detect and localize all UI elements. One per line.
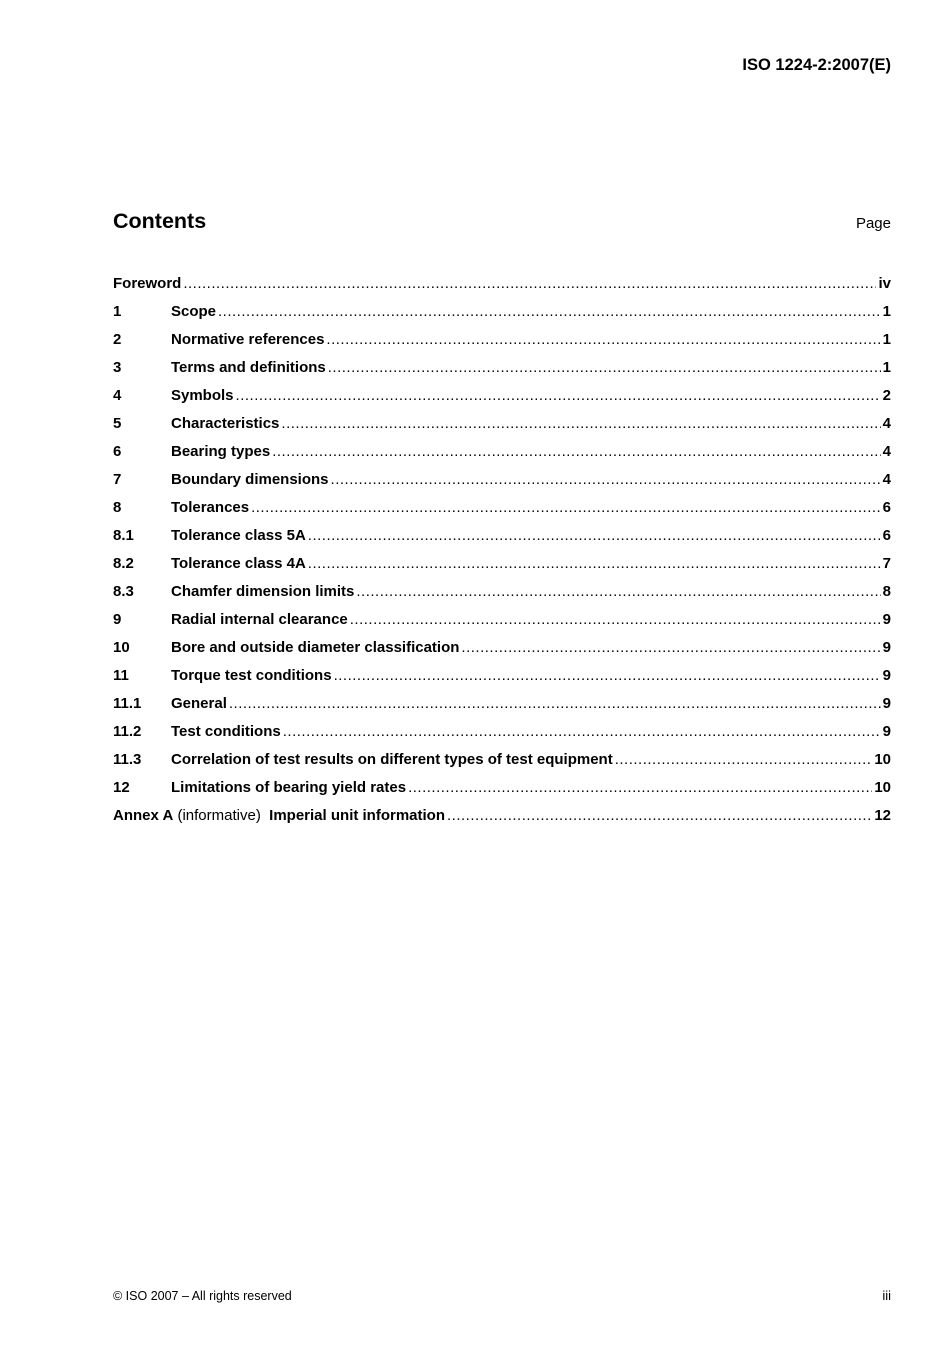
toc-entry-page: 1 bbox=[882, 330, 891, 348]
toc-entry-number: 10 bbox=[113, 638, 130, 656]
dot-leader bbox=[408, 779, 872, 796]
toc-entry-page: iv bbox=[878, 274, 891, 292]
toc-entry-number: 8.3 bbox=[113, 582, 134, 600]
toc-entry[interactable] bbox=[113, 717, 891, 745]
toc-entry[interactable] bbox=[113, 633, 891, 661]
toc-entry-label: Tolerance class 4A bbox=[171, 554, 306, 572]
toc-entry-number: 11.3 bbox=[113, 750, 142, 768]
dot-leader bbox=[283, 723, 881, 740]
toc-entry-number: 11.2 bbox=[113, 722, 142, 740]
toc-entry-number: 11.1 bbox=[113, 694, 142, 712]
toc-entry-label: Test conditions bbox=[171, 722, 281, 740]
toc-entry-label: Limitations of bearing yield rates bbox=[171, 778, 407, 796]
toc-entry[interactable] bbox=[113, 577, 891, 605]
toc-entry-page: 4 bbox=[882, 414, 891, 432]
toc-entry-page: 7 bbox=[882, 554, 891, 572]
page-column-label: Page bbox=[855, 215, 891, 232]
dot-leader bbox=[356, 583, 880, 600]
toc-entry-label: Bore and outside diameter classification bbox=[171, 638, 460, 656]
toc-entry-label: General bbox=[171, 694, 227, 712]
toc-entry-label: Bearing types bbox=[171, 442, 271, 460]
toc-entry[interactable] bbox=[113, 773, 891, 801]
toc-entry[interactable] bbox=[113, 297, 891, 325]
toc-entry[interactable] bbox=[113, 325, 891, 353]
toc-entry-page: 6 bbox=[882, 498, 891, 516]
toc-entry-number: 4 bbox=[113, 386, 122, 404]
annex-prefix: Annex A bbox=[113, 806, 174, 824]
document-id: ISO 1224-2:2007(E) bbox=[742, 56, 891, 74]
toc-entry-number: 8 bbox=[113, 498, 122, 516]
toc-entry-label: Boundary dimensions bbox=[171, 470, 329, 488]
toc-entry[interactable] bbox=[113, 353, 891, 381]
toc-entry-page: 6 bbox=[882, 526, 891, 544]
toc-entry-page: 12 bbox=[874, 806, 891, 824]
toc-entry-number: 9 bbox=[113, 610, 122, 628]
toc-entry[interactable] bbox=[113, 661, 891, 689]
toc-entry-annex-a[interactable] bbox=[113, 801, 891, 829]
toc-entry-page: 2 bbox=[882, 386, 891, 404]
page-title: Contents bbox=[113, 209, 207, 233]
toc-entry-page: 4 bbox=[882, 470, 891, 488]
dot-leader bbox=[447, 807, 872, 824]
toc-entry-page: 9 bbox=[882, 694, 891, 712]
dot-leader bbox=[331, 471, 881, 488]
toc-entry-number: 7 bbox=[113, 470, 122, 488]
toc-entry-number: 1 bbox=[113, 302, 122, 320]
dot-leader bbox=[281, 415, 880, 432]
toc-entry-label: Normative references bbox=[171, 330, 325, 348]
toc-entry-page: 9 bbox=[882, 610, 891, 628]
toc-entry-label: Terms and definitions bbox=[171, 358, 326, 376]
table-of-contents bbox=[113, 269, 891, 829]
dot-leader bbox=[308, 555, 881, 572]
toc-entry-label: Correlation of test results on different types of test equipment bbox=[171, 750, 613, 768]
toc-entry[interactable] bbox=[113, 549, 891, 577]
dot-leader bbox=[236, 387, 881, 404]
dot-leader bbox=[334, 667, 881, 684]
toc-entry-number: 11 bbox=[113, 666, 129, 684]
toc-entry-page: 10 bbox=[874, 778, 891, 796]
dot-leader bbox=[615, 751, 873, 768]
toc-entry-label: Foreword bbox=[113, 274, 182, 292]
toc-entry-page: 8 bbox=[882, 582, 891, 600]
dot-leader bbox=[326, 331, 880, 348]
toc-entry-number: 2 bbox=[113, 330, 122, 348]
toc-entry[interactable] bbox=[113, 465, 891, 493]
toc-entry-page: 9 bbox=[882, 722, 891, 740]
toc-entry-label: Tolerances bbox=[171, 498, 250, 516]
toc-entry-page: 9 bbox=[882, 666, 891, 684]
toc-entry-label: Radial internal clearance bbox=[171, 610, 348, 628]
dot-leader bbox=[183, 275, 876, 292]
dot-leader bbox=[350, 611, 881, 628]
toc-entry-label: Torque test conditions bbox=[171, 666, 332, 684]
toc-entry-page: 1 bbox=[882, 358, 891, 376]
dot-leader bbox=[272, 443, 880, 460]
toc-entry-number: 6 bbox=[113, 442, 122, 460]
dot-leader bbox=[328, 359, 881, 376]
toc-entry-label: Tolerance class 5A bbox=[171, 526, 306, 544]
toc-entry[interactable] bbox=[113, 381, 891, 409]
toc-entry[interactable] bbox=[113, 493, 891, 521]
dot-leader bbox=[308, 527, 881, 544]
toc-entry-page: 10 bbox=[874, 750, 891, 768]
toc-entry-label: Chamfer dimension limits bbox=[171, 582, 355, 600]
toc-entry-number: 8.2 bbox=[113, 554, 134, 572]
toc-entry-label: Characteristics bbox=[171, 414, 280, 432]
dot-leader bbox=[218, 303, 881, 320]
annex-note: (informative) bbox=[177, 806, 261, 824]
toc-entry[interactable] bbox=[113, 521, 891, 549]
toc-entry[interactable] bbox=[113, 409, 891, 437]
dot-leader bbox=[251, 499, 881, 516]
dot-leader bbox=[461, 639, 880, 656]
toc-entry[interactable] bbox=[113, 605, 891, 633]
toc-entry-number: 5 bbox=[113, 414, 122, 432]
toc-entry-number: 8.1 bbox=[113, 526, 134, 544]
toc-entry-page: 4 bbox=[882, 442, 891, 460]
toc-entry[interactable] bbox=[113, 689, 891, 717]
dot-leader bbox=[229, 695, 881, 712]
toc-entry[interactable] bbox=[113, 437, 891, 465]
toc-entry-label: Scope bbox=[171, 302, 217, 320]
toc-entry-page: 9 bbox=[882, 638, 891, 656]
toc-entry[interactable] bbox=[113, 745, 891, 773]
toc-entry-number: 3 bbox=[113, 358, 122, 376]
toc-entry-label: Imperial unit information bbox=[269, 806, 446, 824]
footer-page-number: iii bbox=[882, 1288, 891, 1303]
footer-copyright: © ISO 2007 – All rights reserved bbox=[113, 1289, 292, 1303]
toc-entry-foreword[interactable] bbox=[113, 269, 891, 297]
toc-entry-label: Symbols bbox=[171, 386, 234, 404]
toc-entry-number: 12 bbox=[113, 778, 130, 796]
toc-entry-page: 1 bbox=[882, 302, 891, 320]
